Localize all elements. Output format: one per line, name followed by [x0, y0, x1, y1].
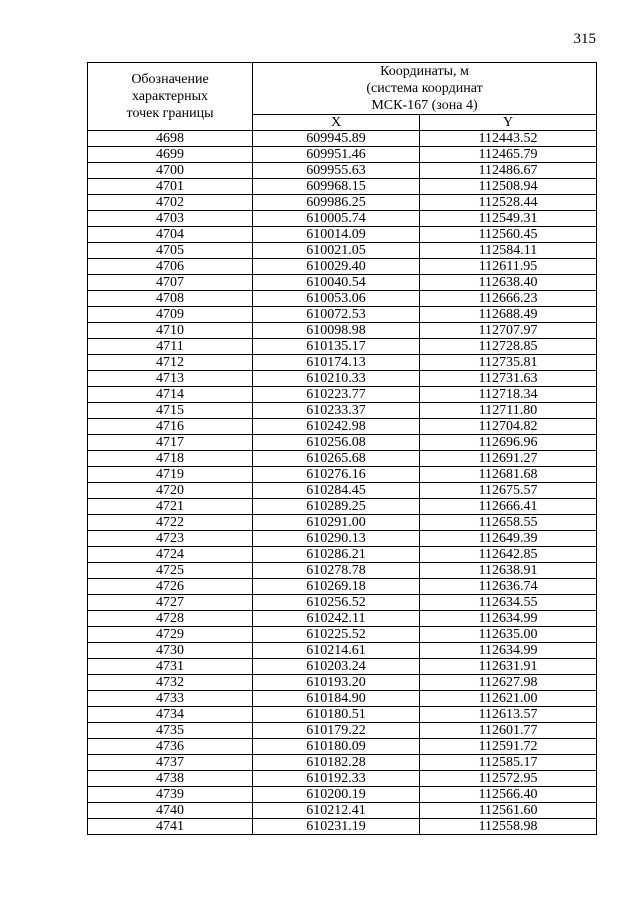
- y-coordinate-cell: 112666.23: [420, 291, 597, 307]
- table-row: [88, 259, 597, 275]
- point-id-cell: 4699: [88, 147, 253, 163]
- table-row: [88, 355, 597, 371]
- point-id-cell: 4730: [88, 643, 253, 659]
- table-row: [88, 643, 597, 659]
- table-row: [88, 227, 597, 243]
- table-row: [88, 547, 597, 563]
- x-coordinate-cell: 610200.19: [253, 787, 420, 803]
- coordinates-table: [87, 62, 597, 835]
- x-coordinate-cell: 610265.68: [253, 451, 420, 467]
- table-row: [88, 291, 597, 307]
- point-id-cell: 4740: [88, 803, 253, 819]
- table-row: [88, 275, 597, 291]
- y-coordinate-cell: 112549.31: [420, 211, 597, 227]
- point-id-cell: 4705: [88, 243, 253, 259]
- point-id-cell: 4709: [88, 307, 253, 323]
- point-id-cell: 4721: [88, 499, 253, 515]
- y-coordinate-cell: 112613.57: [420, 707, 597, 723]
- x-coordinate-cell: 609968.15: [253, 179, 420, 195]
- y-coordinate-cell: 112649.39: [420, 531, 597, 547]
- y-column-header: Y: [420, 115, 597, 131]
- y-coordinate-cell: 112711.80: [420, 403, 597, 419]
- point-id-cell: 4723: [88, 531, 253, 547]
- point-id-cell: 4707: [88, 275, 253, 291]
- y-coordinate-cell: 112704.82: [420, 419, 597, 435]
- x-coordinate-cell: 610193.20: [253, 675, 420, 691]
- y-coordinate-cell: 112642.85: [420, 547, 597, 563]
- x-coordinate-cell: 610276.16: [253, 467, 420, 483]
- x-coordinate-cell: 610242.11: [253, 611, 420, 627]
- x-coordinate-cell: 610098.98: [253, 323, 420, 339]
- x-coordinate-cell: 610182.28: [253, 755, 420, 771]
- point-column-header: [88, 63, 253, 131]
- table-row: [88, 403, 597, 419]
- x-coordinate-cell: 610225.52: [253, 627, 420, 643]
- point-id-cell: 4735: [88, 723, 253, 739]
- y-coordinate-cell: 112707.97: [420, 323, 597, 339]
- table-row: [88, 499, 597, 515]
- x-coordinate-cell: 609986.25: [253, 195, 420, 211]
- point-id-cell: 4716: [88, 419, 253, 435]
- y-coordinate-cell: 112561.60: [420, 803, 597, 819]
- y-coordinate-cell: 112675.57: [420, 483, 597, 499]
- x-coordinate-cell: 609945.89: [253, 131, 420, 147]
- x-coordinate-cell: 610053.06: [253, 291, 420, 307]
- x-coordinate-cell: 610269.18: [253, 579, 420, 595]
- point-id-cell: 4715: [88, 403, 253, 419]
- point-id-cell: 4712: [88, 355, 253, 371]
- point-header-line: точек границы: [126, 106, 214, 121]
- x-coordinate-cell: 610135.17: [253, 339, 420, 355]
- table-row: [88, 387, 597, 403]
- table-row: [88, 803, 597, 819]
- coordinates-header-line: МСК-167 (зона 4): [371, 98, 478, 113]
- table-row: [88, 515, 597, 531]
- table-row: [88, 739, 597, 755]
- table-row: [88, 323, 597, 339]
- x-coordinate-cell: 610179.22: [253, 723, 420, 739]
- point-id-cell: 4719: [88, 467, 253, 483]
- table-row: [88, 707, 597, 723]
- y-coordinate-cell: 112634.99: [420, 611, 597, 627]
- y-coordinate-cell: 112584.11: [420, 243, 597, 259]
- y-coordinate-cell: 112681.68: [420, 467, 597, 483]
- table-row: [88, 627, 597, 643]
- point-id-cell: 4732: [88, 675, 253, 691]
- point-id-cell: 4717: [88, 435, 253, 451]
- table-row: [88, 659, 597, 675]
- point-id-cell: 4711: [88, 339, 253, 355]
- point-id-cell: 4718: [88, 451, 253, 467]
- x-coordinate-cell: 610278.78: [253, 563, 420, 579]
- y-coordinate-cell: 112591.72: [420, 739, 597, 755]
- point-id-cell: 4710: [88, 323, 253, 339]
- x-coordinate-cell: 610290.13: [253, 531, 420, 547]
- point-id-cell: 4724: [88, 547, 253, 563]
- x-coordinate-cell: 610256.08: [253, 435, 420, 451]
- point-id-cell: 4706: [88, 259, 253, 275]
- y-coordinate-cell: 112718.34: [420, 387, 597, 403]
- table-row: [88, 787, 597, 803]
- x-coordinate-cell: 609955.63: [253, 163, 420, 179]
- x-coordinate-cell: 610203.24: [253, 659, 420, 675]
- x-coordinate-cell: 610286.21: [253, 547, 420, 563]
- y-coordinate-cell: 112634.99: [420, 643, 597, 659]
- x-coordinate-cell: 610231.19: [253, 819, 420, 835]
- point-id-cell: 4701: [88, 179, 253, 195]
- y-coordinate-cell: 112601.77: [420, 723, 597, 739]
- x-coordinate-cell: 610242.98: [253, 419, 420, 435]
- table-row: [88, 211, 597, 227]
- x-coordinate-cell: 610214.61: [253, 643, 420, 659]
- page-number: 315: [573, 31, 596, 47]
- y-coordinate-cell: 112558.98: [420, 819, 597, 835]
- x-coordinate-cell: 610174.13: [253, 355, 420, 371]
- x-coordinate-cell: 610289.25: [253, 499, 420, 515]
- table-row: [88, 163, 597, 179]
- table-row: [88, 579, 597, 595]
- point-id-cell: 4700: [88, 163, 253, 179]
- point-id-cell: 4725: [88, 563, 253, 579]
- y-coordinate-cell: 112572.95: [420, 771, 597, 787]
- x-coordinate-cell: 610005.74: [253, 211, 420, 227]
- y-coordinate-cell: 112528.44: [420, 195, 597, 211]
- table-row: [88, 595, 597, 611]
- x-coordinate-cell: 610029.40: [253, 259, 420, 275]
- y-coordinate-cell: 112634.55: [420, 595, 597, 611]
- x-coordinate-cell: 610256.52: [253, 595, 420, 611]
- point-id-cell: 4698: [88, 131, 253, 147]
- point-id-cell: 4702: [88, 195, 253, 211]
- point-id-cell: 4741: [88, 819, 253, 835]
- y-coordinate-cell: 112696.96: [420, 435, 597, 451]
- point-id-cell: 4708: [88, 291, 253, 307]
- table-row: [88, 819, 597, 835]
- table-row: [88, 195, 597, 211]
- x-coordinate-cell: 610223.77: [253, 387, 420, 403]
- y-coordinate-cell: 112486.67: [420, 163, 597, 179]
- table-body: [88, 131, 597, 835]
- table-row: [88, 179, 597, 195]
- x-coordinate-cell: 610180.09: [253, 739, 420, 755]
- y-coordinate-cell: 112731.63: [420, 371, 597, 387]
- y-coordinate-cell: 112666.41: [420, 499, 597, 515]
- x-coordinate-cell: 609951.46: [253, 147, 420, 163]
- y-coordinate-cell: 112627.98: [420, 675, 597, 691]
- point-id-cell: 4722: [88, 515, 253, 531]
- y-coordinate-cell: 112621.00: [420, 691, 597, 707]
- point-header-line: Обозначение: [131, 72, 209, 87]
- y-coordinate-cell: 112636.74: [420, 579, 597, 595]
- x-coordinate-cell: 610180.51: [253, 707, 420, 723]
- table-row: [88, 691, 597, 707]
- x-coordinate-cell: 610021.05: [253, 243, 420, 259]
- point-id-cell: 4713: [88, 371, 253, 387]
- coordinates-header-line: (система координат: [366, 81, 483, 96]
- point-id-cell: 4727: [88, 595, 253, 611]
- point-id-cell: 4729: [88, 627, 253, 643]
- x-coordinate-cell: 610210.33: [253, 371, 420, 387]
- point-id-cell: 4714: [88, 387, 253, 403]
- table-row: [88, 451, 597, 467]
- point-id-cell: 4728: [88, 611, 253, 627]
- x-column-header: X: [253, 115, 420, 131]
- table-row: [88, 339, 597, 355]
- table-row: [88, 131, 597, 147]
- y-coordinate-cell: 112728.85: [420, 339, 597, 355]
- table-row: [88, 611, 597, 627]
- table-row: [88, 419, 597, 435]
- y-coordinate-cell: 112560.45: [420, 227, 597, 243]
- y-coordinate-cell: 112585.17: [420, 755, 597, 771]
- point-id-cell: 4738: [88, 771, 253, 787]
- y-coordinate-cell: 112611.95: [420, 259, 597, 275]
- y-coordinate-cell: 112443.52: [420, 131, 597, 147]
- y-coordinate-cell: 112638.40: [420, 275, 597, 291]
- y-coordinate-cell: 112566.40: [420, 787, 597, 803]
- table-row: [88, 723, 597, 739]
- x-coordinate-cell: 610291.00: [253, 515, 420, 531]
- y-coordinate-cell: 112631.91: [420, 659, 597, 675]
- y-coordinate-cell: 112735.81: [420, 355, 597, 371]
- y-coordinate-cell: 112658.55: [420, 515, 597, 531]
- y-coordinate-cell: 112691.27: [420, 451, 597, 467]
- point-id-cell: 4703: [88, 211, 253, 227]
- coordinates-header-line: Координаты, м: [380, 64, 469, 79]
- x-coordinate-cell: 610072.53: [253, 307, 420, 323]
- point-id-cell: 4734: [88, 707, 253, 723]
- table-row: [88, 755, 597, 771]
- point-id-cell: 4736: [88, 739, 253, 755]
- point-id-cell: 4733: [88, 691, 253, 707]
- point-id-cell: 4720: [88, 483, 253, 499]
- table-row: [88, 563, 597, 579]
- table-row: [88, 483, 597, 499]
- y-coordinate-cell: 112688.49: [420, 307, 597, 323]
- table-row: [88, 771, 597, 787]
- table-row: [88, 243, 597, 259]
- x-coordinate-cell: 610014.09: [253, 227, 420, 243]
- x-coordinate-cell: 610284.45: [253, 483, 420, 499]
- table-row: [88, 467, 597, 483]
- x-coordinate-cell: 610212.41: [253, 803, 420, 819]
- x-coordinate-cell: 610192.33: [253, 771, 420, 787]
- x-coordinate-cell: 610184.90: [253, 691, 420, 707]
- point-header-line: характерных: [131, 89, 209, 104]
- y-coordinate-cell: 112508.94: [420, 179, 597, 195]
- table-row: [88, 675, 597, 691]
- y-coordinate-cell: 112635.00: [420, 627, 597, 643]
- table-row: [88, 307, 597, 323]
- y-coordinate-cell: 112465.79: [420, 147, 597, 163]
- table-row: [88, 371, 597, 387]
- x-coordinate-cell: 610233.37: [253, 403, 420, 419]
- coordinates-column-header: [253, 63, 597, 115]
- x-coordinate-cell: 610040.54: [253, 275, 420, 291]
- point-id-cell: 4726: [88, 579, 253, 595]
- point-id-cell: 4704: [88, 227, 253, 243]
- table-row: [88, 531, 597, 547]
- y-coordinate-cell: 112638.91: [420, 563, 597, 579]
- point-id-cell: 4737: [88, 755, 253, 771]
- point-id-cell: 4739: [88, 787, 253, 803]
- point-id-cell: 4731: [88, 659, 253, 675]
- table-row: [88, 435, 597, 451]
- table-row: [88, 147, 597, 163]
